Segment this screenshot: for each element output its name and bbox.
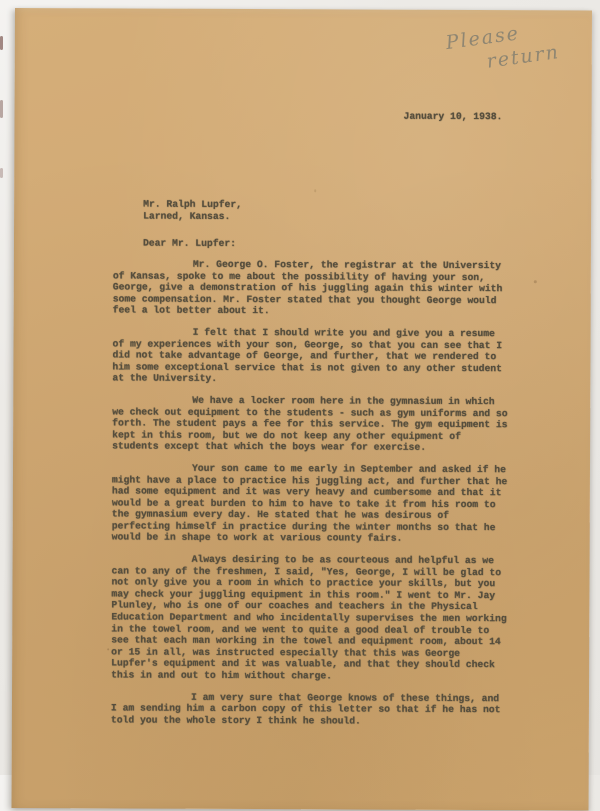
letter-paragraph: I am very sure that George knows of these things, and I am sending him a carbon copy of this letter so that if he has not told you the whole story I think he should. bbox=[110, 691, 501, 727]
scan-edge-mark bbox=[0, 36, 3, 50]
letter-paragraph: Your son came to me early in September and asked if he might have a place to practice his juggling act, and further that he had some equipment and it was very heavy and cumbersome and that it would be a great burden to him to have to take it from his room to the gymnasium every day. He stated that he was desirous of perfecting himself in practice during the winter months so that he would be in shape to work at various county fairs. bbox=[111, 462, 508, 545]
annotation-line: return bbox=[485, 40, 562, 73]
letter-paper bbox=[12, 8, 592, 811]
letter-date: January 10, 1938. bbox=[403, 110, 503, 123]
letter-paragraph: Mr. George O. Foster, the registrar at the University of Kansas, spoke to me about the possibility of having your son, George, give a demonstration of his juggling again this winter with some compensation. Mr. Foster stated that you thought George would feel a lot better about it. bbox=[112, 258, 503, 317]
recipient-name: Mr. Ralph Lupfer, bbox=[143, 198, 243, 210]
recipient-city: Larned, Kansas. bbox=[143, 210, 231, 222]
handwritten-annotation bbox=[444, 10, 600, 79]
paper-speck bbox=[314, 189, 316, 192]
letter-paragraph: We have a locker room here in the gymnasium in which we check out equipment to the students - such as gym uniforms and so forth. The student pays a fee for this service. The gym equipment is kept in this room, but we do not keep any other equipment of students except that which the boys wear for exercise. bbox=[112, 394, 508, 454]
scan-edge-mark bbox=[0, 100, 3, 118]
paper-speck bbox=[107, 648, 109, 650]
letter-paragraph: I felt that I should write you and give you a resume of my experiences with your son, George, so that you can see that I did not take advantage of George, and further, that we rendered to him some exceptional service that is not given to any other student at the University. bbox=[112, 326, 503, 385]
salutation: Dear Mr. Lupfer: bbox=[142, 237, 237, 249]
letter-body bbox=[111, 258, 511, 737]
paper-speck bbox=[534, 280, 537, 283]
recipient-address bbox=[143, 199, 242, 223]
letter-paragraph: Always desiring to be as courteous and helpful as we can to any of the freshmen, I said, "Yes, George, I will be glad to not only give you a room in which to practice your skills, but you may check your juggling equipment in this room." I went to Mr. Jay Plunley, who is one of our coaches and teachers in the Physical Education Department and who incidentally supervises the men working in the towel room, and we went to quite a good deal of trouble to see that each man working in the towel and equipment room, about 14 or 15 in all, was instructed especially that this was George Lupfer's equipment and it was valuable, and that they should check this in and out to him without charge. bbox=[111, 553, 507, 682]
annotation-line: Please bbox=[444, 22, 522, 55]
scan-edge-mark bbox=[0, 168, 3, 178]
